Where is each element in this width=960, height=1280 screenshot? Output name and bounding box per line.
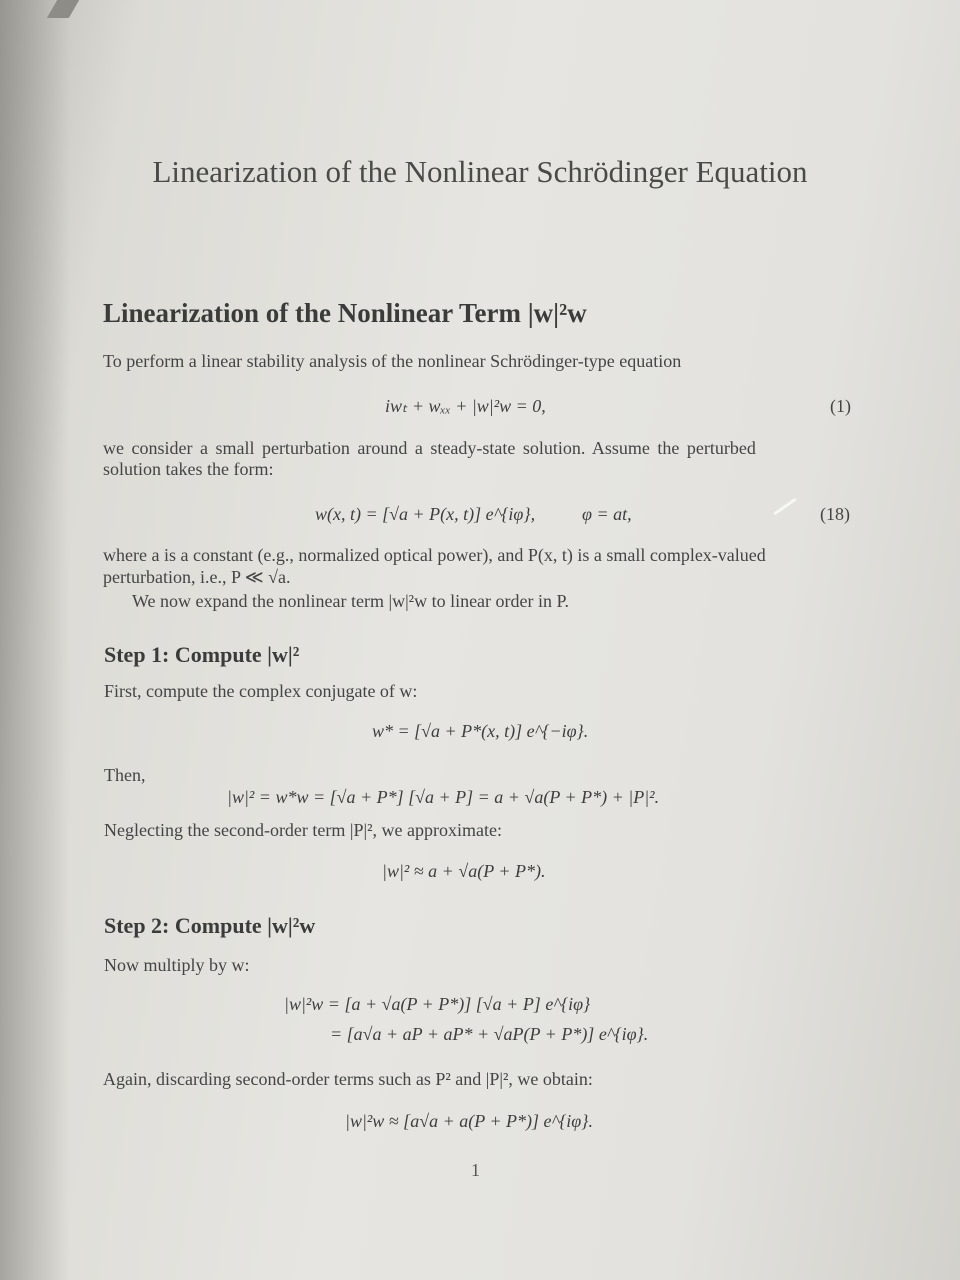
multiply-equation-line-2: = [a√a + aP + aP* + √aP(P + P*)] e^{iφ}. xyxy=(330,1024,649,1044)
where-text-line-1: where a is a constant (e.g., normalized optical power), and P(x, t) is a small complex-valued xyxy=(103,545,766,565)
conjugate-equation: w* = [√a + P*(x, t)] e^{−iφ}. xyxy=(372,721,589,741)
pen-mark xyxy=(773,498,796,515)
approximation-equation: |w|² ≈ a + √a(P + P*). xyxy=(382,861,546,881)
expand-text: We now expand the nonlinear term |w|²w to linear order in P. xyxy=(132,591,570,611)
neglect-text: Neglecting the second-order term |P|², we approximate: xyxy=(104,820,502,840)
perturbation-text-line-1: we consider a small perturbation around a steady-state solution. Assume the perturbed xyxy=(103,438,756,458)
intro-text: To perform a linear stability analysis of the nonlinear Schrödinger-type equation xyxy=(103,351,682,371)
equation-1-number: (1) xyxy=(830,396,851,416)
step-2-text: Now multiply by w: xyxy=(104,955,250,975)
modulus-squared-equation: |w|² = w*w = [√a + P*] [√a + P] = a + √a(P + P*) + |P|². xyxy=(227,787,660,807)
multiply-equation-line-1: |w|²w = [a + √a(P + P*)] [√a + P] e^{iφ} xyxy=(284,994,591,1014)
step-1-heading: Step 1: Compute |w|² xyxy=(104,642,300,667)
equation-18-number: (18) xyxy=(820,504,850,524)
document-title: Linearization of the Nonlinear Schrödinger Equation xyxy=(152,154,808,189)
again-text: Again, discarding second-order terms such as P² and |P|², we obtain: xyxy=(103,1069,593,1089)
equation-18-phase: φ = at, xyxy=(582,504,632,524)
section-heading: Linearization of the Nonlinear Term |w|²w xyxy=(103,298,587,328)
perturbation-text-line-2: solution takes the form: xyxy=(103,459,274,479)
then-label: Then, xyxy=(104,765,146,785)
step-2-heading: Step 2: Compute |w|²w xyxy=(104,913,316,938)
step-1-text: First, compute the complex conjugate of w: xyxy=(104,681,418,701)
where-text-line-2: perturbation, i.e., P ≪ √a. xyxy=(103,567,291,587)
page-number: 1 xyxy=(471,1160,480,1180)
equation-18: w(x, t) = [√a + P(x, t)] e^{iφ}, xyxy=(315,504,536,524)
page-shadow xyxy=(0,0,70,1280)
equation-1: iwₜ + wₓₓ + |w|²w = 0, xyxy=(385,396,546,416)
final-equation: |w|²w ≈ [a√a + a(P + P*)] e^{iφ}. xyxy=(345,1111,593,1131)
